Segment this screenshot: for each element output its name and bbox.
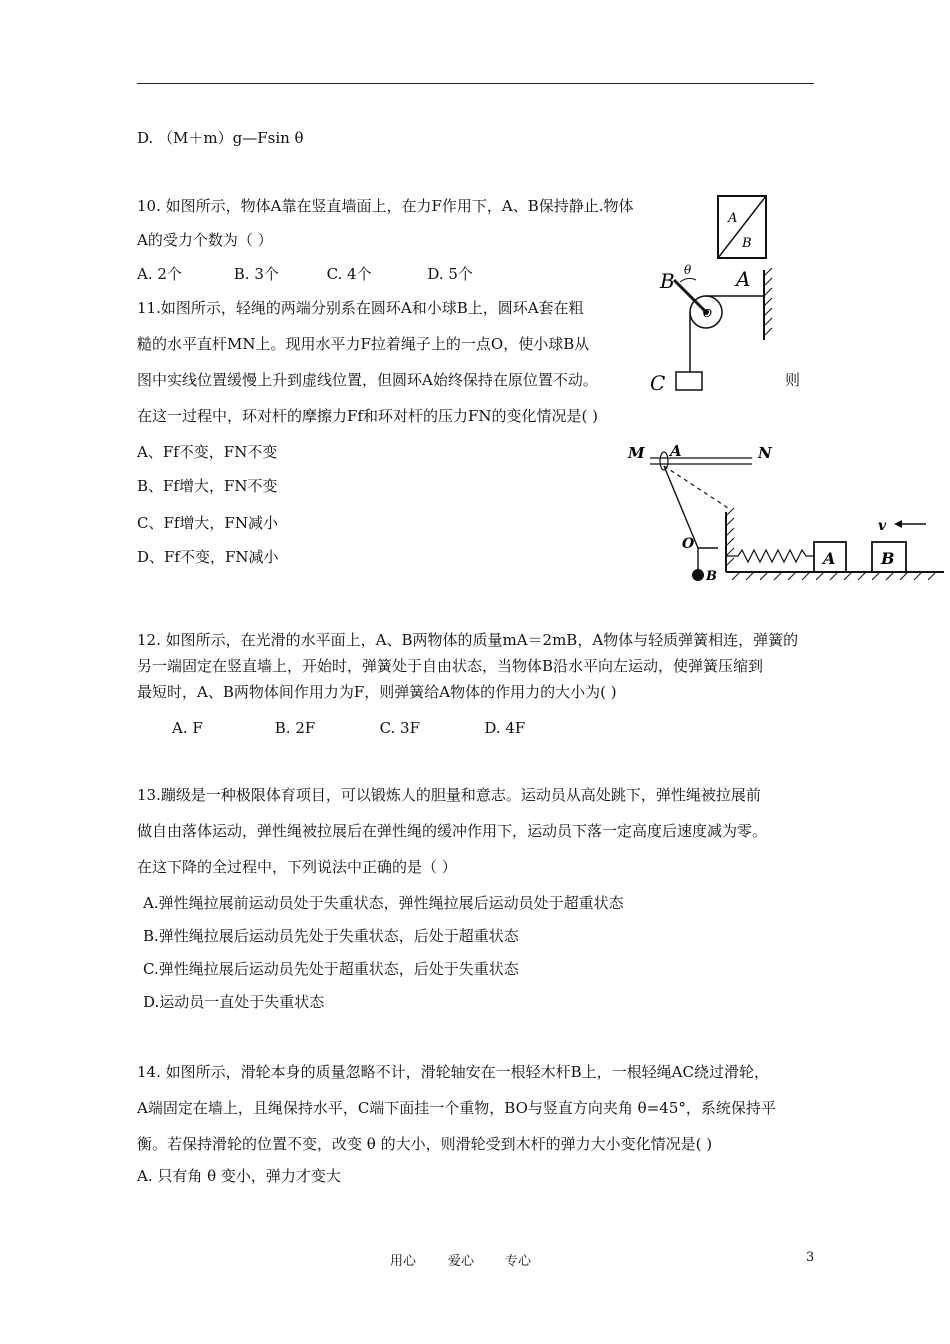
- q14-label-a: A: [736, 267, 751, 291]
- q11-option-d: D、Ff不变，FN减小: [137, 548, 279, 566]
- q13-option-c: C.弹性绳拉展后运动员先处于超重状态，后处于失重状态: [143, 960, 519, 978]
- footer-mid: 爱心: [448, 1254, 475, 1269]
- q10-option-b: B. 3个: [233, 265, 279, 283]
- q13-line3: 在这下降的全过程中，下列说法中正确的是（ ）: [137, 858, 457, 876]
- q12-option-c: C. 3F: [379, 719, 420, 737]
- q14-angle-arc: [680, 278, 696, 282]
- q11-label-m: M: [628, 444, 645, 462]
- q12-label-v: v: [878, 518, 887, 534]
- q11-line3-end: 则: [785, 371, 801, 389]
- q11-option-a: A、Ff不变，FN不变: [137, 443, 278, 461]
- q11-q12-figure: [620, 436, 946, 582]
- q12-option-d: D. 4F: [484, 719, 526, 737]
- q13-line1: 13.蹦级是一种极限体育项目，可以锻炼人的胆量和意志。运动员从高处跳下，弹性绳被拉展前: [137, 786, 761, 804]
- q10-label-b: B: [742, 236, 752, 251]
- header-rule: [137, 83, 814, 84]
- q10-line1: 10. 如图所示，物体A靠在竖直墙面上，在力F作用下，A、B保持静止.物体: [137, 197, 634, 215]
- q11-line1: 11.如图所示，轻绳的两端分别系在圆环A和小球B上，圆环A套在粗: [137, 299, 584, 317]
- q10-label-a: A: [728, 211, 738, 226]
- q11-label-o: O: [682, 536, 695, 552]
- footer-left: 用心: [390, 1254, 417, 1269]
- q13-option-a: A.弹性绳拉展前运动员处于失重状态，弹性绳拉展后运动员处于超重状态: [143, 894, 624, 912]
- q12-line3: 最短时，A、B两物体间作用力为F，则弹簧给A物体的作用力的大小为( ): [137, 683, 617, 701]
- q14-figure: [640, 262, 780, 398]
- q14-wall-hatch: [764, 268, 772, 336]
- q10-figure: [706, 188, 776, 268]
- q14-weight: [676, 372, 702, 390]
- q12-ground-hatch: [732, 572, 936, 580]
- q11-label-n: N: [758, 444, 772, 462]
- q12-line2: 另一端固定在竖直墙上，开始时，弹簧处于自由状态，当物体B沿水平向左运动，使弹簧压缩到: [137, 657, 764, 675]
- q13-option-d: D.运动员一直处于失重状态: [143, 993, 325, 1011]
- q12-label-b: B: [881, 549, 895, 568]
- q11-rope-dashed: [664, 466, 728, 508]
- q14-label-b: B: [660, 269, 675, 293]
- q10-option-d: D. 5个: [427, 265, 473, 283]
- q11-line4: 在这一过程中，环对杆的摩擦力Ff和环对杆的压力FN的变化情况是( ): [137, 407, 598, 425]
- q14-label-o: O: [703, 307, 713, 320]
- q11-line3: 图中实线位置缓慢上升到虚线位置，但圆环A始终保持在原位置不动。: [137, 371, 598, 389]
- q14-line1: 14. 如图所示，滑轮本身的质量忽略不计，滑轮轴安在一根轻木杆B上，一根轻绳AC绕过滑轮，: [137, 1063, 769, 1081]
- q12-label-a: A: [823, 549, 836, 568]
- q13-line2: 做自由落体运动，弹性绳被拉展后在弹性绳的缓冲作用下，运动员下落一定高度后速度减为零。: [137, 822, 768, 840]
- q12-wall-hatch: [726, 508, 734, 566]
- footer-right: 专心: [505, 1254, 532, 1269]
- q10-line2: A的受力个数为（ ）: [137, 231, 273, 249]
- q11-label-b: B: [706, 569, 717, 582]
- q12-option-b: B. 2F: [274, 719, 316, 737]
- q12-velocity-arrowhead: [894, 520, 902, 528]
- q11-option-c: C、Ff增大，FN减小: [137, 514, 278, 532]
- q14-line2: A端固定在墙上，且绳保持水平，C端下面挂一个重物，BO与竖直方向夹角 θ=45°，系统保持平: [137, 1099, 776, 1117]
- q10-option-c: C. 4个: [326, 265, 372, 283]
- q14-line3: 衡。若保持滑轮的位置不变，改变 θ 的大小，则滑轮受到木杆的弹力大小变化情况是( ): [137, 1135, 713, 1153]
- q11-label-a: A: [670, 442, 682, 460]
- q13-option-b: B.弹性绳拉展后运动员先处于失重状态，后处于超重状态: [143, 927, 519, 945]
- q12-line1: 12. 如图所示，在光滑的水平面上，A、B两物体的质量mA＝2mB，A物体与轻质弹簧相连，弹簧的: [137, 631, 799, 649]
- q14-option-a: A. 只有角 θ 变小，弹力才变大: [137, 1167, 341, 1185]
- page-number: 3: [806, 1250, 815, 1265]
- q11-line2: 糙的水平直杆MN上。现用水平力F拉着绳子上的一点O，使小球B从: [137, 335, 590, 353]
- q9-option-d: D. （M＋m）g—Fsin θ: [137, 129, 304, 147]
- q11-ball-b: [692, 569, 704, 581]
- q12-spring: [726, 550, 814, 562]
- q12-options: [172, 718, 525, 738]
- q10-option-a: A. 2个: [137, 265, 182, 283]
- q10-options: [137, 264, 473, 284]
- q14-label-c: C: [650, 371, 666, 395]
- q12-option-a: A. F: [172, 719, 203, 737]
- q14-label-theta: θ: [684, 263, 692, 277]
- q11-option-b: B、Ff增大，FN不变: [137, 477, 278, 495]
